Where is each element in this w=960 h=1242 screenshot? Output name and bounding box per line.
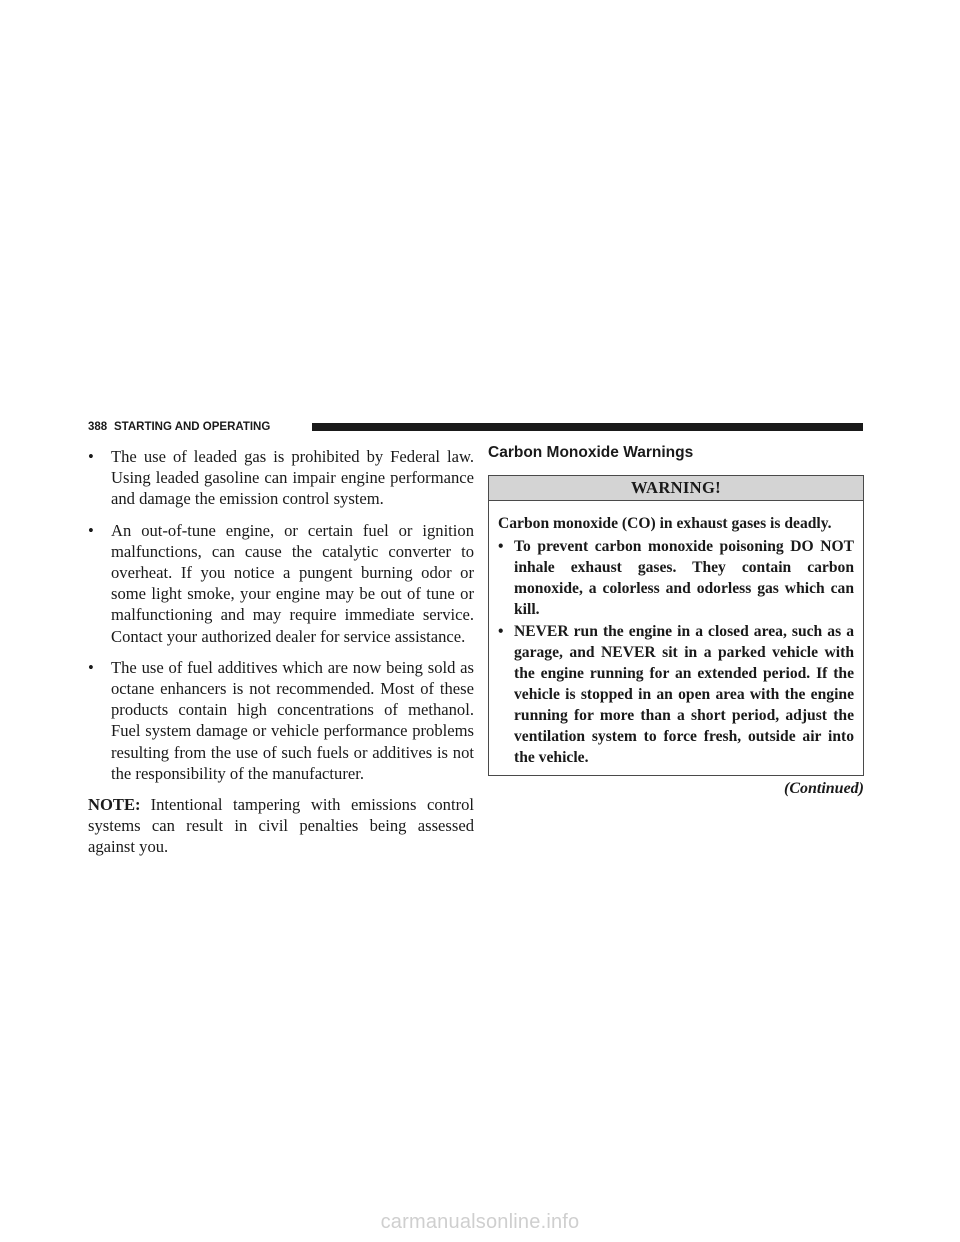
bullet-dot-icon: • <box>498 623 504 640</box>
bullet-text: The use of fuel additives which are now being sold as octane enhancers is not recommended. Most of these products contain high concentrations of methanol. Fuel system damage or vehicle performance problems resulting from the use of such fuels or additives is not the responsibility of the manufacturer. <box>111 657 474 783</box>
page-header <box>88 420 863 434</box>
left-column <box>88 446 474 858</box>
bullet-dot-icon: • <box>88 520 94 540</box>
section-title: Carbon Monoxide Warnings <box>488 444 694 461</box>
warning-body <box>489 501 863 775</box>
note-text: Intentional tampering with emissions control systems can result in civil penalties being assessed against you. <box>88 795 474 857</box>
note-label: NOTE: <box>88 795 141 815</box>
continued-label: (Continued) <box>783 780 864 797</box>
warning-bullet-closed-area <box>498 621 854 768</box>
bullet-out-of-tune <box>88 520 474 647</box>
note-paragraph <box>88 794 474 858</box>
warning-bullet-text: To prevent carbon monoxide poisoning DO NOT inhale exhaust gases. They contain carbon monoxide, a colorless and odorless gas which can kill. <box>514 538 854 618</box>
page-number: 388 <box>88 421 108 433</box>
header-rule <box>312 423 863 431</box>
bullet-dot-icon: • <box>498 538 504 555</box>
warning-bullet-text: NEVER run the engine in a closed area, such as a garage, and NEVER sit in a parked vehicle with the engine running for an extended period. If the vehicle is stopped in an open area with the engine running for more than a short period, adjust the ventilation system to force fresh, outside air into the vehicle. <box>514 623 854 766</box>
watermark: carmanualsonline.info <box>380 1211 580 1233</box>
right-column <box>488 443 864 799</box>
bullet-dot-icon: • <box>88 447 94 466</box>
warning-intro: Carbon monoxide (CO) in exhaust gases is deadly. <box>498 515 832 532</box>
bullet-leaded-gas <box>88 446 474 510</box>
section-name: STARTING AND OPERATING <box>114 421 271 433</box>
warning-bullet-poisoning <box>498 536 854 620</box>
bullet-text: The use of leaded gas is prohibited by Federal law. Using leaded gasoline can impair engine performance and damage the emission control system. <box>111 447 474 509</box>
warning-box <box>488 475 864 776</box>
bullet-dot-icon: • <box>88 657 94 677</box>
warning-title: WARNING! <box>489 476 863 501</box>
bullet-text: An out-of-tune engine, or certain fuel or ignition malfunctions, can cause the catalytic converter to overheat. If you notice a pungent burning odor or some light smoke, your engine may be out of tune or malfunctioning and may require immediate service. Contact your authorized dealer for service assistance. <box>111 520 474 646</box>
bullet-fuel-additives <box>88 657 474 784</box>
